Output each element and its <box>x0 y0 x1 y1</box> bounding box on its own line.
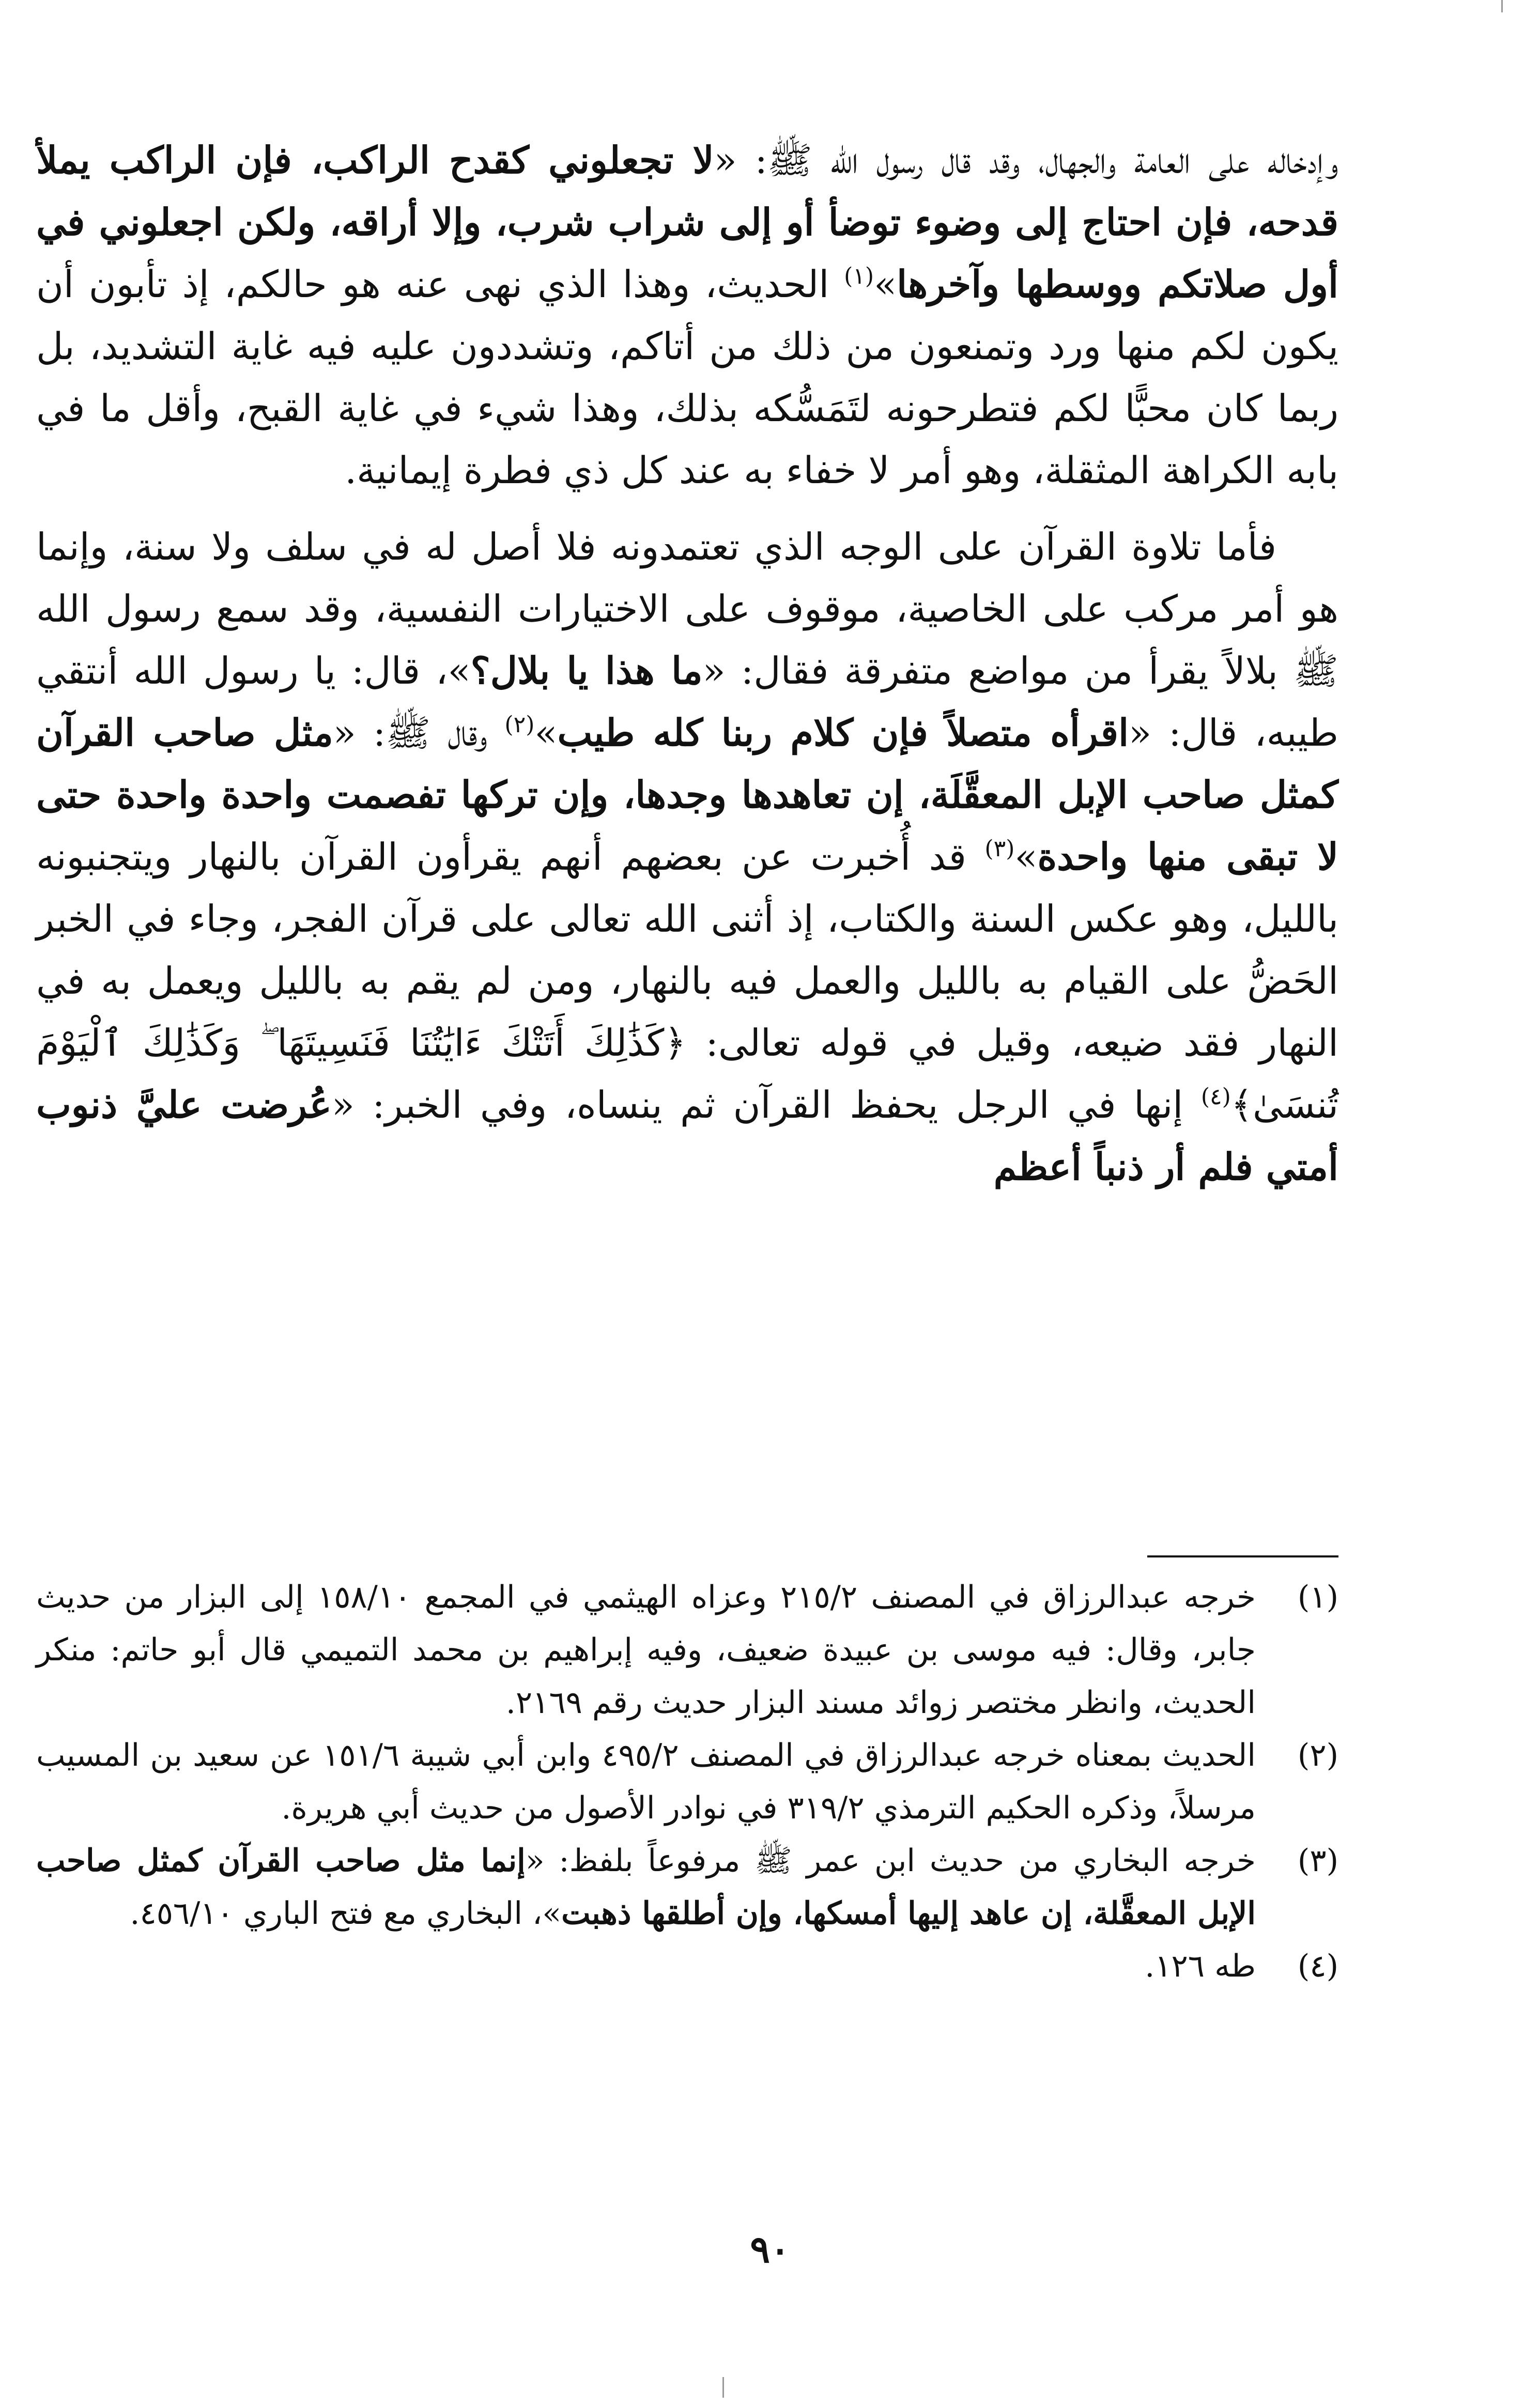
footnotes <box>36 1571 1338 1993</box>
p1-text-2: الحديث، وهذا الذي نهى عنه هو حالكم، إذ تأبون أن يكون لكم منها ورد وتمنعون من ذلك من أتاكم، وتشددون عليه فيه غاية التشديد، بل ربما كان محبًّا لكم فتطرحونه لتَمَسُّكه بذلك، وهذا شيء في غاية القبح، وأقل ما في بابه الكراهة المثقلة، وهو أمر لا خفاء به عند كل ذي فطرة إيمانية. <box>36 263 1338 492</box>
hadith-quote-5: عُرضت عليَّ ذنوب أمتي فلم أر ذنباً أعظم <box>36 1083 1338 1189</box>
bottom-edge-mark <box>722 2377 724 2398</box>
hadith-quote-2: ما هذا يا بلال؟ <box>470 649 703 692</box>
footnote-text: طه ١٢٦. <box>1145 1948 1256 1984</box>
page-number: ٩٠ <box>750 2227 790 2271</box>
footnote-3-text-2: »، البخاري مع فتح الباري ٤٥٦/١٠. <box>130 1895 562 1932</box>
paragraph-1 <box>36 129 1338 501</box>
footnote-3-text-1: خرجه البخاري من حديث ابن عمر ﷺ مرفوعاً بلفظ: « <box>525 1843 1256 1879</box>
top-edge-mark <box>1501 0 1503 12</box>
p2-text-3: وقال ﷺ: « <box>333 711 505 754</box>
footnote-3 <box>36 1834 1338 1940</box>
p2-quote-close-1: » <box>534 711 558 754</box>
footnote-ref-2[interactable]: (٢) <box>504 712 535 738</box>
footnote-3-quote: إنما مثل صاحب القرآن كمثل صاحب الإبل المعقَّلة، إن عاهد إليها أمسكها، وإن أطلقها ذهبت <box>36 1843 1256 1932</box>
footnote-4 <box>36 1940 1338 1993</box>
p2-text-1: فأما تلاوة القرآن على الوجه الذي تعتمدونه فلا أصل له في سلف ولا سنة، وإنما هو أمر مركب على الخاصية، موقوف على الاختيارات النفسية، وقد سمع رسول الله ﷺ بلالاً يقرأ من مواضع متفرقة فقال: « <box>36 525 1339 692</box>
footnote-ref-1[interactable]: (١) <box>844 263 874 289</box>
p2-text-5: إنها في الرجل يحفظ القرآن ثم ينساه، وفي الخبر: « <box>331 1083 1201 1127</box>
hadith-quote-1: لا تجعلوني كقدح الراكب، فإن الراكب يملأ قدحه، فإن احتاج إلى وضوء توضأ أو إلى شراب شرب، وإلا أراقه، ولكن اجعلوني في أول صلاتكم ووسطها وآخرها <box>36 138 1339 306</box>
hadith-quote-3: اقرأه متصلاً فإن كلام ربنا كله طيب <box>557 711 1129 754</box>
footnote-2 <box>36 1729 1338 1834</box>
footnote-number: (٢) <box>1297 1737 1338 1773</box>
p2-text-2: »، قال: يا رسول الله أنتقي طيبه، قال: « <box>36 649 1338 754</box>
footnote-divider <box>1147 1555 1338 1557</box>
p2-quote-close-2: » <box>1014 835 1038 878</box>
footnote-text: الحديث بمعناه خرجه عبدالرزاق في المصنف ٤٩٥/٢ وابن أبي شيبة ١٥١/٦ عن سعيد بن المسيب مرسلاً، وذكره الحكيم الترمذي ٣١٩/٢ في نوادر الأصول من حديث أبي هريرة. <box>36 1737 1256 1826</box>
footnote-text <box>36 1834 1256 1940</box>
hadith-quote-4: مثل صاحب القرآن كمثل صاحب الإبل المعقَّلَة، إن تعاهدها وجدها، وإن تركها تفصمت واحدة واحدة حتى لا تبقى منها واحدة <box>36 711 1338 878</box>
p1-quote-close: » <box>874 263 897 306</box>
footnote-number: (١) <box>1297 1579 1338 1615</box>
footnote-1 <box>36 1571 1338 1729</box>
footnote-number: (٣) <box>1297 1843 1338 1879</box>
footnote-ref-4[interactable]: (٤) <box>1200 1084 1231 1110</box>
quran-verse: كَذَٰلِكَ أَتَتْكَ ءَايَٰتُنَا فَنَسِيتَهَا ۖ وَكَذَٰلِكَ ٱلْيَوْمَ تُنسَىٰ <box>36 1021 1338 1127</box>
p2-verse-close: ﴾ <box>1230 1083 1253 1127</box>
footnote-ref-3[interactable]: (٣) <box>984 836 1015 862</box>
p1-text-1: وإدخاله على العامة والجهال، وقد قال رسول الله ﷺ: « <box>714 138 1339 182</box>
footnote-number: (٤) <box>1297 1948 1338 1984</box>
p2-text-4: قد أُخبرت عن بعضهم أنهم يقرأون القرآن بالنهار ويتجنبونه بالليل، وهو عكس السنة والكتاب، إذ أثنى الله تعالى على قرآن الفجر، وجاء في الخبر الحَضُّ على القيام به بالليل والعمل فيه بالنهار، ومن لم يقم به بالليل ويعمل به في النهار فقد ضيعه، وقيل في قوله تعالى: ﴿ <box>36 835 1339 1064</box>
paragraph-2 <box>36 516 1338 1198</box>
main-text <box>36 129 1338 1198</box>
footnote-text: خرجه عبدالرزاق في المصنف ٢١٥/٢ وعزاه الهيثمي في المجمع ١٥٨/١٠ إلى البزار من حديث جابر، وقال: فيه موسى بن عبيدة ضعيف، وفيه إبراهيم بن محمد التميمي قال أبو حاتم: منكر الحديث، وانظر مختصر زوائد مسند البزار حديث رقم ٢١٦٩. <box>36 1579 1256 1721</box>
